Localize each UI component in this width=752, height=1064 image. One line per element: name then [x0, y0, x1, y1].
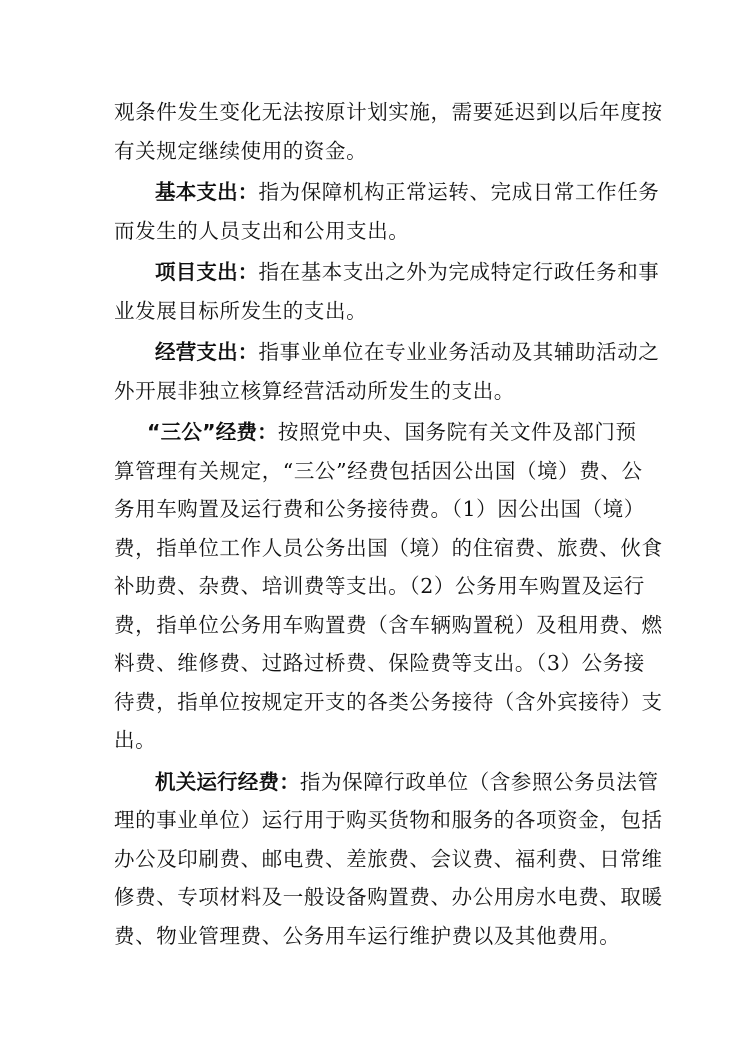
- term-definition: 指事业单位在专业业务活动及其辅助活动之: [258, 340, 660, 364]
- text-line: 而发生的人员支出和公用支出。: [114, 218, 410, 243]
- paragraph-continuation: [114, 93, 663, 170]
- text-line: 费，指单位公务用车购置费（含车辆购置税）及租用费、燃: [114, 612, 663, 637]
- text-line: [114, 413, 638, 452]
- text-line: [114, 253, 660, 292]
- paragraph-project-expenditure: [114, 253, 660, 330]
- text-line: 补助费、杂费、培训费等支出。（2）公务用车购置及运行: [114, 574, 645, 598]
- text-line: 外开展非独立核算经营活动所发生的支出。: [114, 378, 515, 403]
- text-line: 修费、专项材料及一般设备购置费、办公用房水电费、取暖: [114, 885, 663, 909]
- text-line: [114, 173, 660, 212]
- text-line: 费，指单位工作人员公务出国（境）的住宿费、旅费、伙食: [114, 535, 663, 560]
- term-heading: “三公”经费：: [147, 420, 278, 444]
- term-heading: 项目支出：: [155, 260, 259, 284]
- term-heading: 经营支出：: [155, 340, 259, 364]
- text-line: 料费、维修费、过路过桥费、保险费等支出。（3）公务接: [114, 651, 645, 675]
- term-definition: 指在基本支出之外为完成特定行政任务和事: [258, 260, 660, 284]
- term-definition: 按照党中央、国务院有关文件及部门预: [277, 420, 637, 444]
- text-line: 有关规定继续使用的资金。: [114, 138, 368, 163]
- text-line: 观条件发生变化无法按原计划实施，需要延迟到以后年度按: [114, 100, 663, 124]
- text-line: 业发展目标所发生的支出。: [114, 298, 368, 323]
- text-line: 费、物业管理费、公务用车运行维护费以及其他费用。: [114, 923, 621, 948]
- text-line: 待费，指单位按规定开支的各类公务接待（含外宾接待）支: [114, 689, 663, 714]
- paragraph-three-public-expenses: [114, 413, 663, 760]
- text-line: [114, 333, 660, 372]
- text-line: 办公及印刷费、邮电费、差旅费、会议费、福利费、日常维: [114, 846, 663, 871]
- paragraph-operating-expenditure: [114, 333, 660, 410]
- document-page: [114, 93, 663, 958]
- term-heading: 基本支出：: [155, 180, 259, 204]
- text-line: 算管理有关规定，“三公”经费包括因公出国（境）费、公: [114, 458, 643, 483]
- term-definition: 指为保障行政单位（含参照公务员法管: [299, 769, 659, 794]
- paragraph-basic-expenditure: [114, 173, 660, 250]
- term-definition: 指为保障机构正常运转、完成日常工作任务: [258, 180, 660, 204]
- text-line: 理的事业单位）运行用于购买货物和服务的各项资金，包括: [114, 808, 663, 832]
- text-line: [114, 763, 659, 802]
- text-line: 务用车购置及运行费和公务接待费。（1）因公出国（境）: [114, 497, 645, 521]
- text-line: 出。: [114, 728, 157, 752]
- paragraph-agency-operating-funds: [114, 763, 663, 956]
- term-heading: 机关运行经费：: [155, 769, 300, 794]
